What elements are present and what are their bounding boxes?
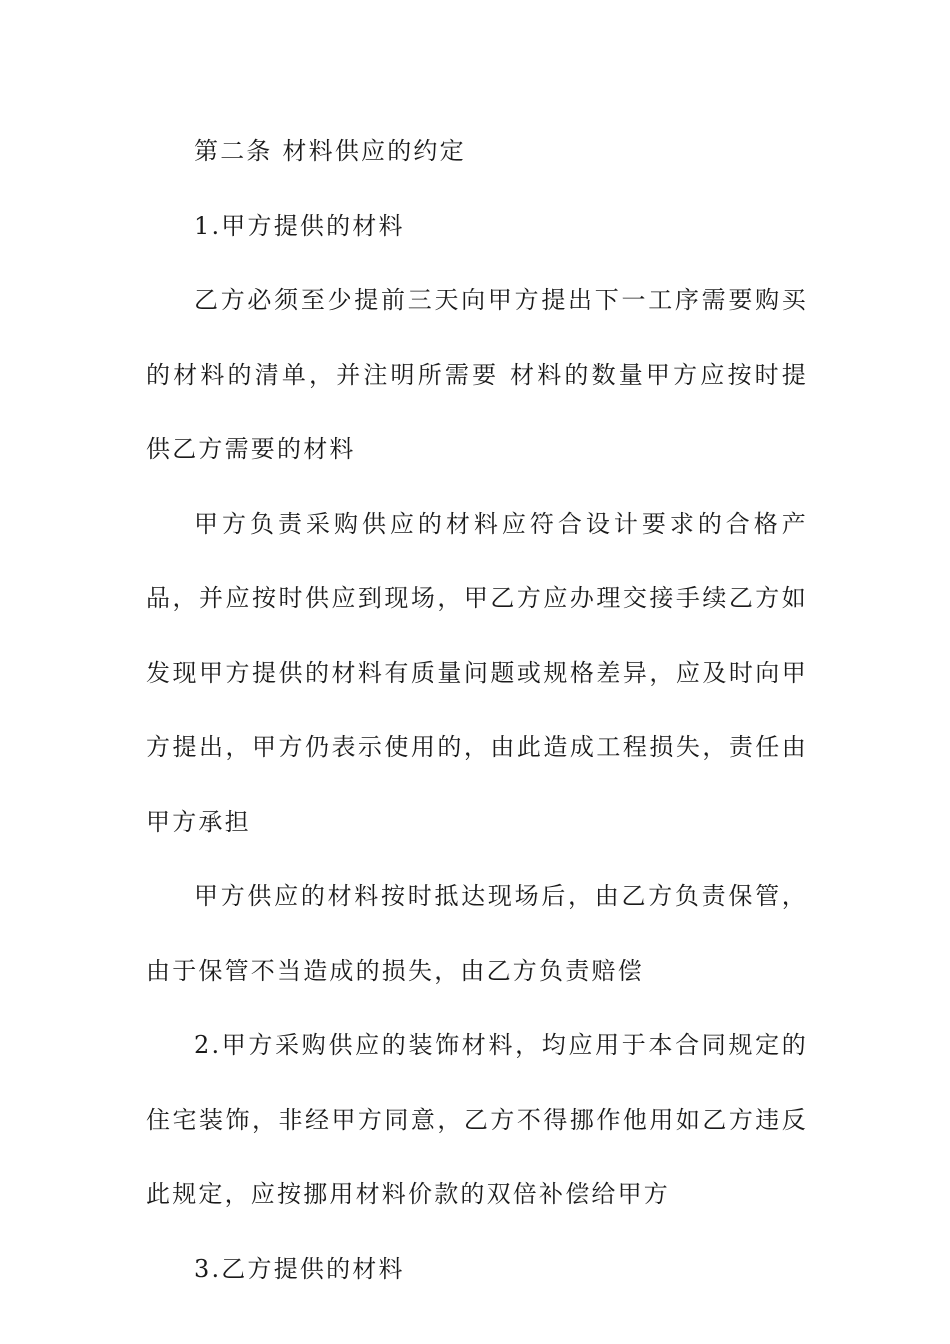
clause-3-heading: 3.乙方提供的材料 <box>194 1254 405 1283</box>
paragraph-storage-liability: 甲方供应的材料按时抵达现场后，由乙方负责保管，由于保管不当造成的损失，由乙方负责赔偿 <box>146 882 808 985</box>
clause-1-heading: 1.甲方提供的材料 <box>194 211 405 240</box>
paragraph-material-list: 乙方必须至少提前三天向甲方提出下一工序需要购买的材料的清单，并注明所需要 材料的数量甲方应按时提供乙方需要的材料 <box>146 286 808 463</box>
paragraph-procurement-quality: 甲方负责采购供应的材料应符合设计要求的合格产品，并应按时供应到现场，甲乙方应办理交接手续乙方如发现甲方提供的材料有质量问题或规格差异，应及时向甲方提出，甲方仍表示使用的，由此造成工程损失，责任由甲方承担 <box>146 509 808 836</box>
clause-2-paragraph: 2.甲方采购供应的装饰材料，均应用于本合同规定的住宅装饰，非经甲方同意，乙方不得挪作他用如乙方违反此规定，应按挪用材料价款的双倍补偿给甲方 <box>146 1031 808 1208</box>
section-heading: 第二条 材料供应的约定 <box>194 137 466 165</box>
document-body <box>146 114 808 1306</box>
